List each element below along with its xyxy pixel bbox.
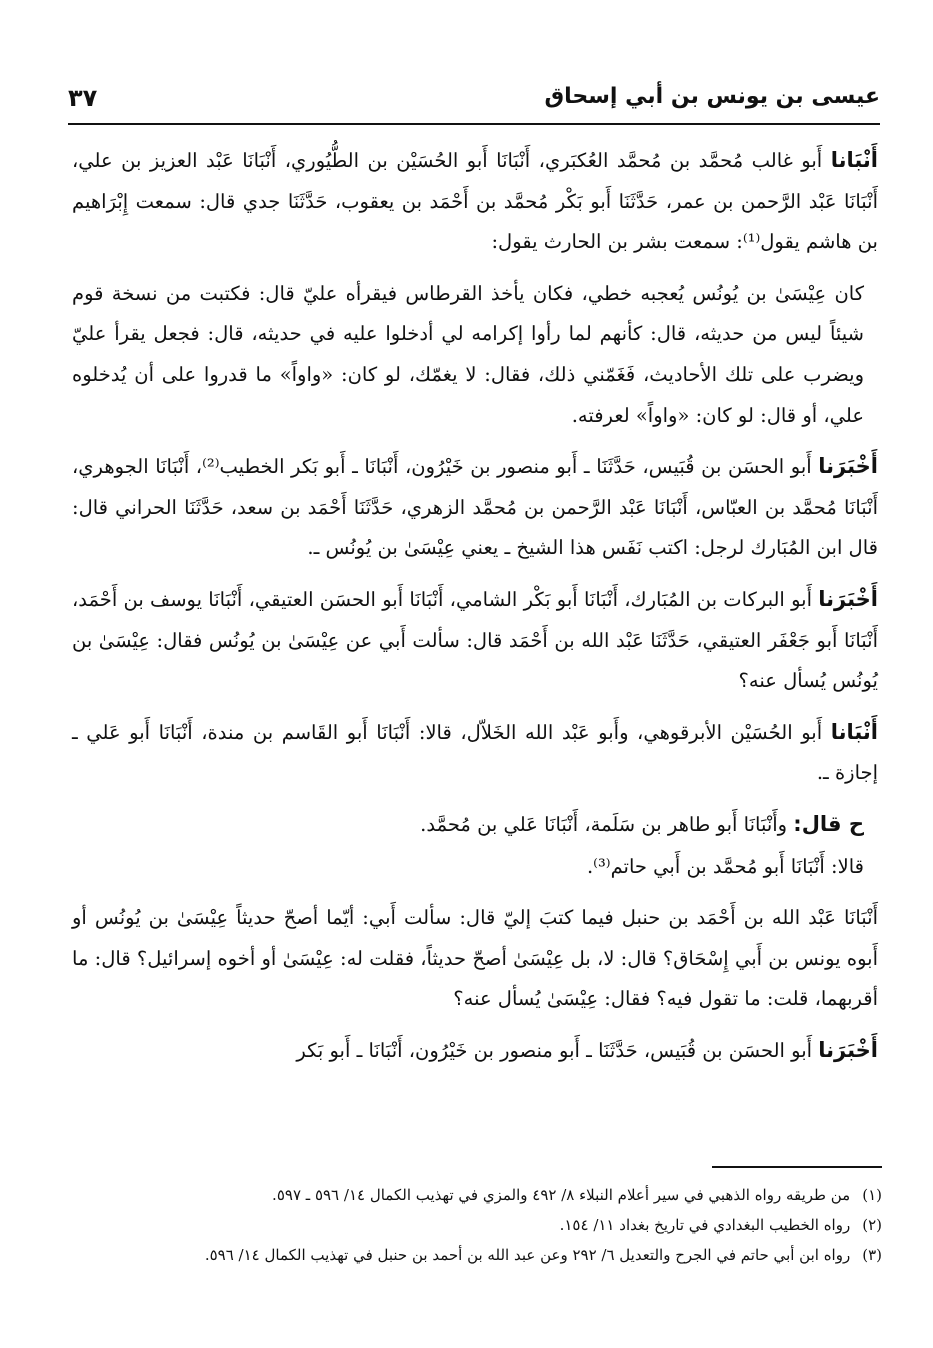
footnote-text: رواه الخطيب البغدادي في تاريخ بغداد ١١/ ١٥٤. xyxy=(559,1216,851,1234)
paragraph-lead: أَنْبَانا xyxy=(830,719,878,744)
footnote-text: رواه ابن أبي حاتم في الجرح والتعديل ٦/ ٢٩٢ وعن عبد الله بن أحمد بن حنبل في تهذيب الكمال ١٤/ ٥٩٦. xyxy=(204,1246,851,1264)
paragraph xyxy=(72,273,878,436)
paragraph xyxy=(72,1030,878,1072)
paragraph xyxy=(72,140,878,263)
paragraph-text: أَبو البركات بن المُبَارك، أَنْبَانَا أَبو بَكْر الشامي، أَنْبَانَا أَبو الحسَن العتيقي، أَنْبَانَا يوسف بن أَحْمَد، أَنْبَانَا أَبو جَعْفَر العتيقي، حَدَّثَنَا عَبْد الله بن أَحْمَد قال: سألت أَبي عن عِيْسَىٰ بن يُونُس فقال: عِيْسَىٰ بن يُونُس يُسأل عنه؟ xyxy=(72,587,878,693)
main-text xyxy=(72,140,878,1081)
footnote-text: من طريقه رواه الذهبي في سير أعلام النبلاء ٨/ ٤٩٢ والمزي في تهذيب الكمال ١٤/ ٥٩٦ ـ ٥٩٧. xyxy=(272,1186,851,1204)
running-header xyxy=(68,78,880,118)
paragraph-text: قالا: أَنْبَانَا أَبو مُحمَّد بن أَبي حاتم⁽³⁾. xyxy=(586,854,864,878)
footnote xyxy=(100,1210,882,1240)
paragraph xyxy=(72,446,878,569)
paragraph xyxy=(72,846,878,888)
header-title: عيسى بن يونس بن أبي إسحاق xyxy=(544,84,880,109)
paragraph-lead: أَنْبَانا xyxy=(830,148,878,172)
paragraph-lead: أَخْبَرَنا xyxy=(818,586,878,611)
paragraph-text: أَبو الحسَن بن قُبَيس، حَدَّثَنَا ـ أَبو منصور بن خَيْرُون، أَنْبَانَا ـ أَبو بَكر xyxy=(296,1038,819,1062)
footnote-number: (٢) xyxy=(862,1216,882,1234)
footnotes xyxy=(100,1180,882,1270)
footnote-number: (٣) xyxy=(862,1246,882,1264)
paragraph xyxy=(72,804,878,846)
footnote-number: (١) xyxy=(862,1186,882,1204)
paragraph-lead: أَخْبَرَنا xyxy=(818,1037,878,1062)
paragraph-text: أَبو الحسَن بن قُبَيس، حَدَّثَنَا ـ أَبو منصور بن خَيْرُون، أَنْبَانَا ـ أَبو بَكر الخطيب⁽²⁾، أَنْبَانَا الجوهري، أَنْبَانَا مُحمَّد بن العبّاس، أَنْبَانَا عَبْد الرَّحمن بن مُحمَّد الزهري، حَدَّثَنَا أَحْمَد بن سعد، حَدَّثَنَا الحراني قال: قال ابن المُبَارك لرجل: اكتب نَفَس هذا الشيخ ـ يعني عِيْسَىٰ بن يُونُس ـ. xyxy=(72,455,878,560)
paragraph-text: وأَنْبَانَا أَبو طاهر بن سَلَمة، أَنْبَانَا عَلي بن مُحمَّد. xyxy=(420,812,794,836)
footnote xyxy=(100,1240,882,1270)
header-rule xyxy=(68,123,880,125)
paragraph xyxy=(72,712,878,794)
paragraph-text: أَبو غالب مُحمَّد بن مُحمَّد العُكبَري، أَنْبَانَا أَبو الحُسَيْن بن الطُّيُوري، أَنْبَانَا عَبْد العزيز بن علي، أَنْبَانَا عَبْد الرَّحمن بن عمر، حَدَّثَنَا أَبو بَكْر مُحمَّد بن أَحْمَد بن يعقوب، حَدَّثَنَا جدي قال: سمعت إِبْرَاهيم بن هاشم يقول⁽¹⁾: سمعت بشر بن الحارث يقول: xyxy=(72,149,878,254)
page-number: ٣٧ xyxy=(68,84,98,112)
paragraph xyxy=(72,897,878,1020)
paragraph-text: أَنْبَانَا عَبْد الله بن أَحْمَد بن حنبل فيما كتبَ إليّ قال: سألت أَبي: أيّما أصحّ حديثاً عِيْسَىٰ بن يُونُس أو أَبوه يونس بن أَبي إِسْحَاق؟ قال: لا، بل عِيْسَىٰ أصحّ حديثاً، فقلت له: عِيْسَىٰ أو أخوه إسرائيل؟ قال: ما أقربهما، قلت: ما تقول فيه؟ فقال: عِيْسَىٰ يُسأل عنه؟ xyxy=(72,906,878,1011)
paragraph xyxy=(72,579,878,702)
footnote-rule xyxy=(712,1166,882,1168)
paragraph-lead: ح قال: xyxy=(793,811,864,836)
paragraph-text: كان عِيْسَىٰ بن يُونُس يُعجبه خطي، فكان يأخذ القرطاس فيقرأه عليّ قال: فكتبت من نسخة قوم شيئاً ليس من حديثه، قال: كأنهم لما رأوا إكرامه لي أدخلوا عليه في حديثه، قال: فجعل يقرأ عليّ ويضرب على تلك الأحاديث، فَغَمّني ذلك، فقال: لا يغمّك، لو كان: «واواً» ما قدروا على أن يُدخلوه علي، أو قال: لو كان: «واواً» لعرفته. xyxy=(72,281,864,427)
paragraph-text: أَبو الحُسَيْن الأبرقوهي، وأَبو عَبْد الله الخَلاّل، قالا: أَنْبَانَا أَبو القَاسم بن مندة، أَنْبَانَا أَبو عَلي ـ إجازة ـ. xyxy=(72,720,878,785)
paragraph-lead: أَخْبَرَنا xyxy=(818,454,878,479)
footnote xyxy=(100,1180,882,1210)
